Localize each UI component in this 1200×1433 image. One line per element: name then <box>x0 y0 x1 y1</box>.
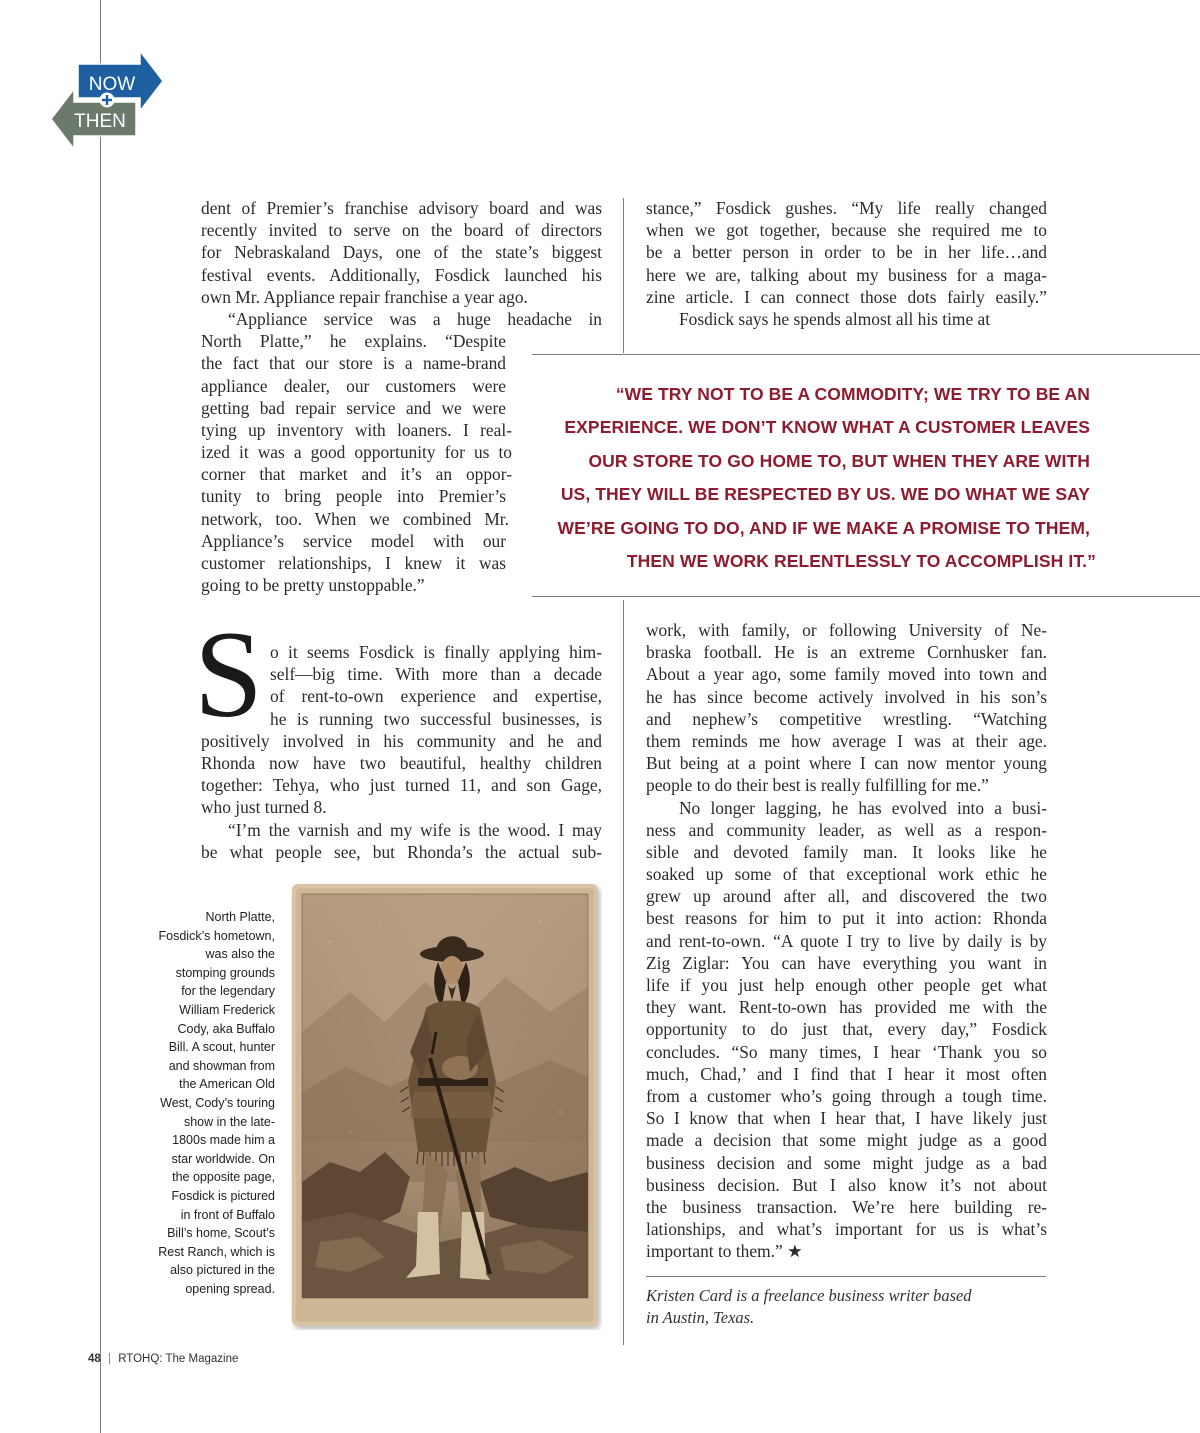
text-line: o it seems Fosdick is finally applying him- <box>270 642 602 662</box>
text-line: customer relationships, I knew it was <box>201 553 506 573</box>
text-line: braska football. He is an extreme Cornhusker fan. <box>646 642 1047 663</box>
caption-line: Fosdick is pictured <box>171 1188 275 1203</box>
col1-top-text <box>201 197 602 596</box>
pullquote-line: WE’RE GOING TO DO, AND IF WE MAKE A PROMISE TO THEM, <box>557 517 1090 538</box>
photo-caption <box>158 908 275 1298</box>
text-line: own Mr. Appliance repair franchise a year ago. <box>201 286 528 307</box>
text-line: important to them.” ★ <box>646 1241 803 1262</box>
text-line: business decision. But I also know it’s not about <box>646 1174 1047 1195</box>
text-line: positively involved in his community and he and <box>201 730 602 751</box>
publication-name: RTOHQ: The Magazine <box>118 1353 239 1365</box>
pullquote-line: EXPERIENCE. WE DON’T KNOW WHAT A CUSTOMER LEAVES <box>564 417 1090 438</box>
pullquote-line: THEN WE WORK RELENTLESSLY TO ACCOMPLISH IT.” <box>626 551 1096 572</box>
text-line: ized it was a good opportunity for us to <box>201 442 512 463</box>
text-line: the fact that our store is a name-brand <box>201 353 506 374</box>
page-number: 48 <box>88 1353 101 1365</box>
logo-now-text: NOW <box>88 74 136 95</box>
text-line: going to be pretty unstoppable.” <box>201 575 425 596</box>
text-line: getting bad repair service and we were <box>201 397 506 418</box>
text-line: made a decision that some might judge as a good <box>646 1130 1047 1151</box>
caption-line: was also the <box>205 947 275 962</box>
text-line: tunity to bring people into Premier’s <box>201 486 506 507</box>
text-line: So I know that when I hear that, I have likely just <box>646 1108 1047 1129</box>
text-line: lationships, and what’s important for us is what’s <box>646 1219 1047 1240</box>
bio-rule <box>646 1276 1046 1277</box>
text-line: be a better person in order to be in her life…and <box>646 242 1047 263</box>
text-line: they want. Rent-to-own has provided me with the <box>646 997 1047 1018</box>
text-line: recently invited to serve on the board of directors <box>201 220 602 241</box>
caption-line: show in the late- <box>183 1114 275 1129</box>
text-line: concludes. “So many times, I hear ‘Thank you so <box>646 1041 1047 1062</box>
text-line: Fosdick says he spends almost all his time at <box>679 308 991 329</box>
text-line: “Appliance service was a huge headache in <box>228 308 602 329</box>
caption-line: opening spread. <box>185 1281 275 1296</box>
col2-bottom-text <box>646 619 1047 1262</box>
text-line: from a customer who’s going through a tough time. <box>646 1085 1047 1106</box>
caption-line: Fosdick’s hometown, <box>158 928 275 943</box>
text-line: here we are, talking about my business for a maga- <box>646 264 1047 285</box>
pullquote-bottom-rule <box>532 596 1200 597</box>
text-line: opportunity to do just that, every day,” Fosdick <box>646 1019 1047 1040</box>
text-line: he is running two successful businesses, is <box>270 708 602 729</box>
text-line: network, too. When we combined Mr. <box>201 508 509 529</box>
bio-line: in Austin, Texas. <box>646 1308 755 1327</box>
drop-cap: S <box>194 606 263 743</box>
text-line: people to do their best is really fulfilling for me.” <box>646 775 989 796</box>
caption-line: the American Old <box>179 1077 275 1092</box>
col1-bottom-text <box>201 641 602 863</box>
text-line: festival events. Additionally, Fosdick launched his <box>201 264 602 285</box>
column-divider-bottom <box>623 600 624 1345</box>
text-line: life if you just help enough other people get what <box>646 975 1047 995</box>
caption-line: stomping grounds <box>175 965 275 980</box>
caption-line: and showman from <box>168 1058 275 1073</box>
text-line: of rent-to-own experience and expertise, <box>270 686 602 707</box>
text-line: North Platte,” he explains. “Despite <box>201 331 506 352</box>
text-line: Appliance’s service model with our <box>201 530 506 551</box>
text-line: he has since become actively involved in his son’s <box>646 686 1047 707</box>
pullquote-line: US, THEY WILL BE RESPECTED BY US. WE DO WHAT WE SAY <box>560 484 1090 505</box>
text-line: business decision and some might judge as a bad <box>646 1152 1047 1173</box>
caption-line: for the legendary <box>181 984 275 999</box>
text-line: zine article. I can connect those dots fairly easily.” <box>646 286 1047 307</box>
text-line: grew up around after all, and discovered the two <box>646 886 1047 907</box>
text-line: and rent-to-own. “A quote I try to live by daily is by <box>646 930 1047 951</box>
caption-line: Rest Ranch, which is <box>158 1244 275 1259</box>
author-bio <box>646 1285 972 1329</box>
pullquote-line: OUR STORE TO GO HOME TO, BUT WHEN THEY ARE WITH <box>588 450 1090 471</box>
text-line: and nephew’s competitive wrestling. “Watching <box>646 708 1047 729</box>
text-line: dent of Premier’s franchise advisory board and was <box>201 198 602 218</box>
caption-line: also pictured in the <box>170 1263 275 1278</box>
text-line: the business transaction. We’re here building re- <box>646 1196 1047 1217</box>
bio-line: Kristen Card is a freelance business writer based <box>646 1286 972 1305</box>
caption-line: star worldwide. On <box>171 1151 275 1166</box>
text-line: for Nebraskaland Days, one of the state’s biggest <box>201 242 602 263</box>
caption-line: West, Cody’s touring <box>160 1095 275 1110</box>
footer-separator: | <box>108 1353 111 1365</box>
text-line: together: Tehya, who just turned 11, and son Gage, <box>201 775 602 796</box>
pullquote-line: “WE TRY NOT TO BE A COMMODITY; WE TRY TO BE AN <box>615 384 1090 404</box>
left-margin-rule <box>100 0 101 1433</box>
logo-then-text: THEN <box>74 111 126 132</box>
text-line: be what people see, but Rhonda’s the actual sub- <box>201 841 602 862</box>
text-line: sible and devoted family man. It looks like he <box>646 841 1047 862</box>
text-line: who just turned 8. <box>201 797 327 818</box>
text-line: tying up inventory with loaners. I real- <box>201 419 512 440</box>
text-line: work, with family, or following University of Ne- <box>646 620 1047 640</box>
text-line: soaked up some of that exceptional work ethic he <box>646 864 1047 885</box>
text-line: much, Chad,’ and I find that I hear it most often <box>646 1063 1047 1084</box>
text-line: Rhonda now have two beautiful, healthy children <box>201 752 602 773</box>
text-line: About a year ago, some family moved into town and <box>646 664 1047 685</box>
now-then-logo <box>48 48 166 154</box>
text-line: ness and community leader, as well as a respon- <box>646 819 1047 840</box>
text-line: them reminds me how average I was at their age. <box>646 730 1047 751</box>
text-line: stance,” Fosdick gushes. “My life really changed <box>646 198 1047 218</box>
text-line: No longer lagging, he has evolved into a busi- <box>679 797 1047 818</box>
caption-line: Cody, aka Buffalo <box>177 1021 275 1036</box>
caption-line: the opposite page, <box>172 1170 275 1185</box>
text-line: “I’m the varnish and my wife is the wood. I may <box>228 819 602 840</box>
pullquote-top-rule <box>532 354 1200 355</box>
page-footer <box>88 1353 238 1365</box>
text-line: best reasons for him to put it into action: Rhonda <box>646 908 1047 929</box>
col2-top-text <box>646 197 1047 330</box>
text-line: But being at a point where I can now mentor young <box>646 753 1047 774</box>
column-divider-top <box>623 198 624 353</box>
caption-line: North Platte, <box>205 910 275 924</box>
text-line: self—big time. With more than a decade <box>270 664 602 685</box>
text-line: appliance dealer, our customers were <box>201 375 506 396</box>
caption-line: 1800s made him a <box>172 1133 275 1148</box>
caption-line: Bill’s home, Scout’s <box>167 1226 275 1241</box>
text-line: Zig Ziglar: You can have everything you want in <box>646 952 1047 973</box>
text-line: when we got together, because she required me to <box>646 220 1047 241</box>
pull-quote <box>557 378 1096 578</box>
caption-line: William Frederick <box>179 1002 275 1017</box>
buffalo-bill-photo <box>290 882 602 1330</box>
text-line: corner that market and it’s an oppor- <box>201 464 512 485</box>
caption-line: Bill. A scout, hunter <box>168 1040 275 1055</box>
caption-line: in front of Buffalo <box>180 1207 275 1222</box>
